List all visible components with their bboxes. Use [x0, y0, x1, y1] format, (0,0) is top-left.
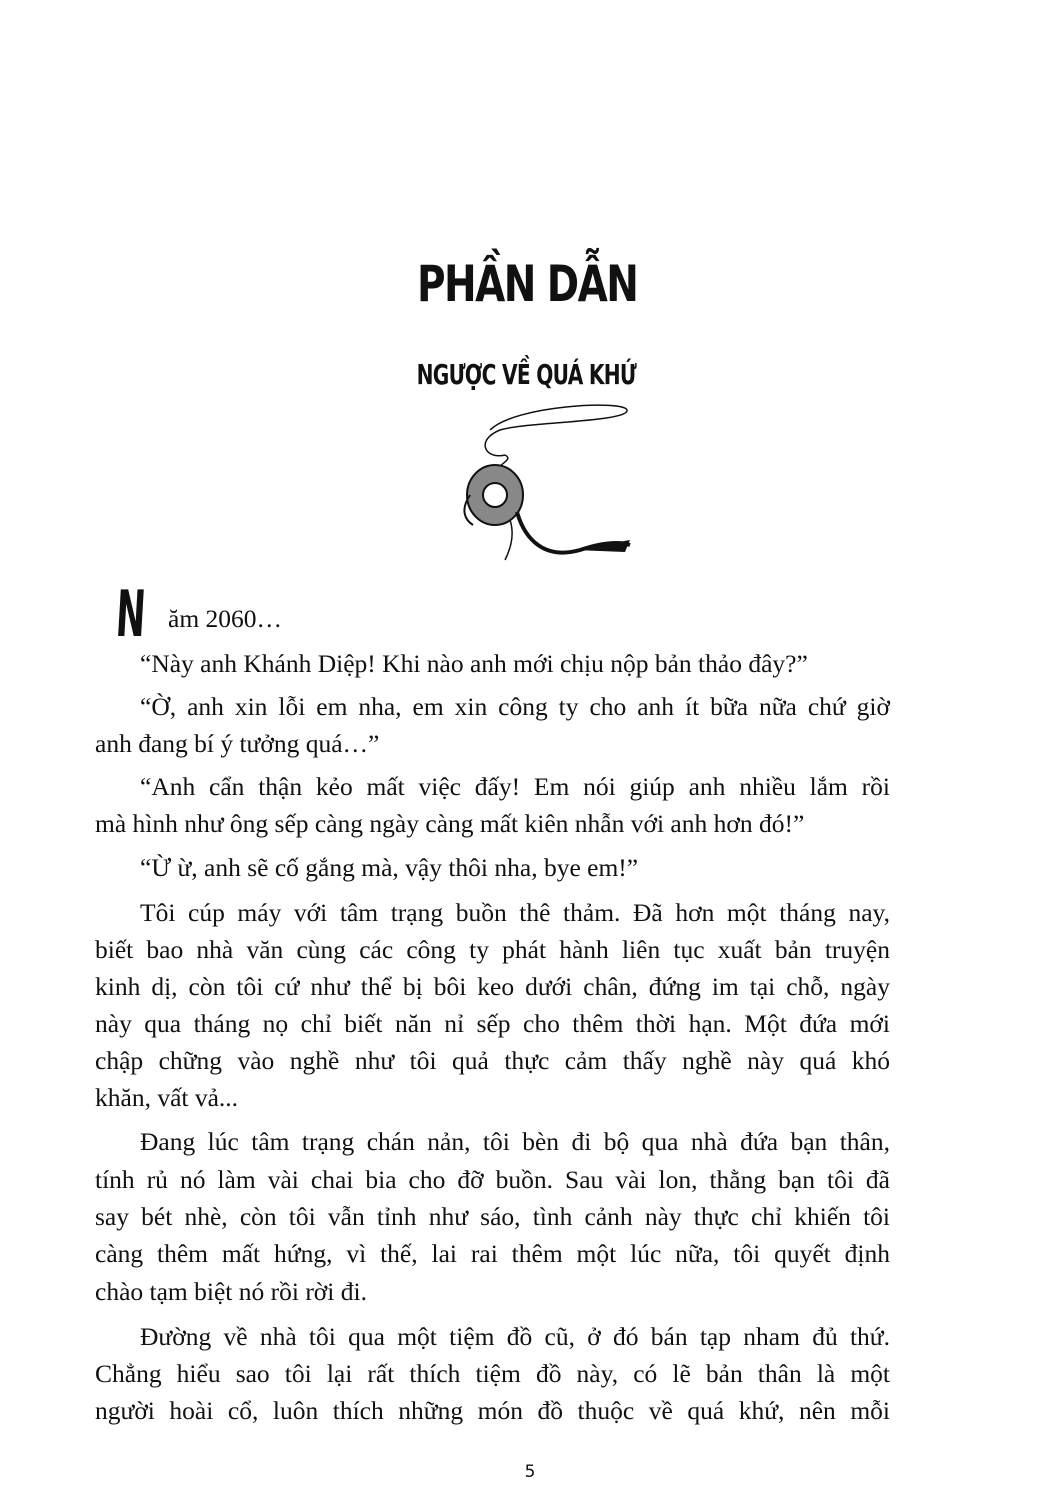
text-line: Tôi cúp máy với tâm trạng buồn thê thảm. Đã hơn một tháng nay, — [140, 898, 890, 927]
text-line: này qua tháng nọ chỉ biết năn nỉ sếp cho thêm thời hạn. Một đứa mới — [95, 1009, 890, 1038]
first-line: ăm 2060… — [168, 604, 283, 633]
text-line: chào tạm biệt nó rồi rời đi. — [95, 1277, 367, 1306]
text-line: “Ừ ừ, anh sẽ cố gắng mà, vậy thôi nha, bye em!” — [140, 853, 639, 882]
text-line: càng thêm mất hứng, vì thế, lai rai thêm một lúc nữa, tôi quyết định — [95, 1239, 890, 1268]
drop-cap: N — [114, 578, 148, 652]
text-line: say bét nhè, còn tôi vẫn tỉnh như sáo, tình cảnh này thực chỉ khiến tôi — [95, 1202, 890, 1231]
text-line: khăn, vất vả... — [95, 1083, 239, 1112]
page-number: 5 — [524, 1462, 536, 1482]
text-line: biết bao nhà văn cùng các công ty phát hành liên tục xuất bản truyện — [95, 935, 890, 964]
text-line: mà hình như ông sếp càng ngày càng mất kiên nhẫn với anh hơn đó!” — [95, 809, 805, 838]
text-line: kinh dị, còn tôi cứ như thể bị bôi keo dưới chân, đứng im tại chỗ, ngày — [95, 972, 890, 1001]
text-line: “Này anh Khánh Diệp! Khi nào anh mới chịu nộp bản thảo đây?” — [140, 649, 808, 678]
pendant-ornament-icon — [455, 400, 635, 580]
chapter-title: PHẦN DẪN — [416, 255, 638, 313]
text-line: Đường về nhà tôi qua một tiệm đồ cũ, ở đó bán tạp nham đủ thứ. — [140, 1322, 890, 1351]
text-line: chập chững vào nghề như tôi quả thực cảm thấy nghề này quá khó — [95, 1046, 890, 1075]
text-line: “Ờ, anh xin lỗi em nha, em xin công ty cho anh ít bữa nữa chứ giờ — [140, 692, 890, 721]
text-line: Đang lúc tâm trạng chán nản, tôi bèn đi bộ qua nhà đứa bạn thân, — [140, 1127, 890, 1156]
text-line: tính rủ nó làm vài chai bia cho đỡ buồn. Sau vài lon, thằng bạn tôi đã — [95, 1165, 890, 1194]
text-line: anh đang bí ý tưởng quá…” — [95, 729, 380, 758]
text-line: người hoài cổ, luôn thích những món đồ thuộc về quá khứ, nên mỗi — [95, 1396, 890, 1425]
text-line: “Anh cẩn thận kẻo mất việc đấy! Em nói giúp anh nhiều lắm rồi — [140, 772, 890, 801]
chapter-subtitle: NGƯỢC VỀ QUÁ KHỨ — [416, 358, 637, 391]
text-line: Chẳng hiểu sao tôi lại rất thích tiệm đồ này, có lẽ bản thân là một — [95, 1359, 890, 1388]
